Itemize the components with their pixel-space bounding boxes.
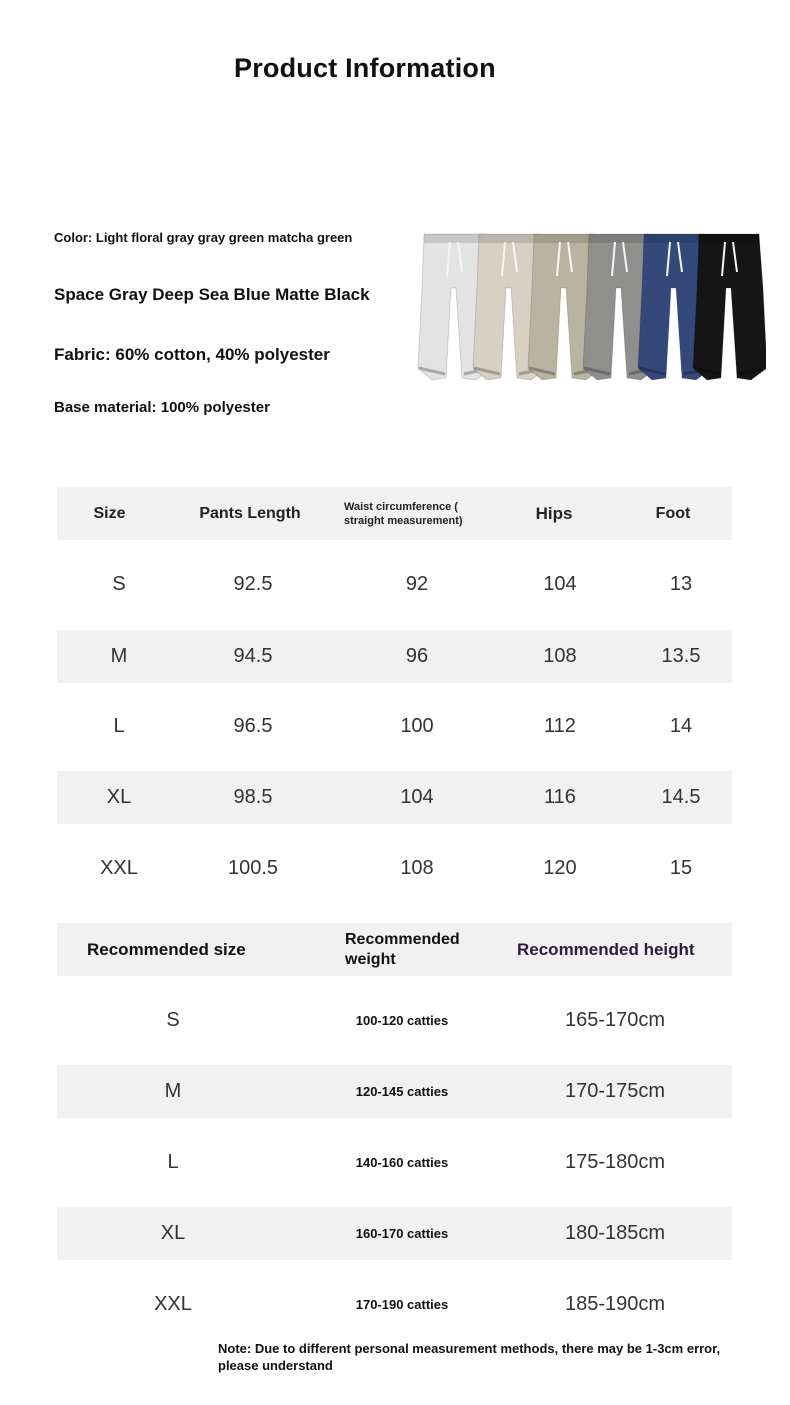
table-row [57,1278,732,1331]
cell-size: XL [106,786,132,808]
header-foot: Foot [655,504,691,522]
header-recommended-height: Recommended height [517,939,695,959]
cell-hips: 108 [543,645,577,667]
cell-hips: 120 [543,857,577,879]
waistband [424,234,484,243]
cell-height: 165-170cm [564,1009,666,1031]
cell-length: 98.5 [233,786,273,808]
cell-foot: 14.5 [661,786,701,808]
cell-size: S [166,1009,180,1031]
table-row [57,1065,732,1118]
base-material-info: Base material: 100% polyester [54,399,270,416]
cell-hips: 112 [544,715,576,737]
color-line: Color: Light floral gray gray green matcha green [54,230,353,245]
fabric-info: Fabric: 60% cotton, 40% polyester [54,345,330,364]
header-recommended-weight: Recommended weight [345,930,460,968]
cell-foot: 13 [669,573,693,595]
cell-weight: 100-120 catties [355,1013,449,1028]
cell-weight: 120-145 catties [355,1084,449,1099]
cell-waist: 100 [400,715,434,737]
cell-weight: 160-170 catties [355,1226,449,1241]
table-row [57,700,732,753]
cell-size: L [167,1151,179,1173]
table-row [57,1207,732,1260]
cell-weight: 170-190 catties [355,1297,449,1312]
cell-waist: 96 [405,645,429,667]
table-row [57,842,732,895]
cell-hips: 104 [543,573,577,595]
table-row [57,630,732,683]
cell-length: 92.5 [233,573,273,595]
cell-foot: 15 [669,857,693,879]
cell-waist: 108 [400,857,434,879]
cell-size: S [112,573,126,595]
pants-shape [693,234,766,380]
cell-waist: 92 [405,573,429,595]
page-title: Product Information [234,52,496,83]
table-row [57,1136,732,1189]
header-recommended-size: Recommended size [87,939,246,959]
waistband [534,234,594,243]
table-row [57,994,732,1047]
product-image-pants [414,228,766,386]
cell-length: 96.5 [233,715,273,737]
cell-size: XXL [100,857,138,879]
header-pants-length: Pants Length [199,504,301,522]
table-row [57,771,732,824]
size-table-header [57,487,732,540]
pants-item [693,234,766,380]
cell-weight: 140-160 catties [355,1155,449,1170]
measurement-note: Note: Due to different personal measurement methods, there may be 1-3cm error, please understand [218,1341,721,1373]
cell-size: XL [160,1222,186,1244]
header-waist: Waist circumference ( straight measurement) [344,500,463,527]
table-row [57,558,732,611]
cell-size: M [110,645,128,667]
waistband [479,234,539,243]
recommendation-table-header [57,923,732,976]
cell-length: 100.5 [227,857,279,879]
cell-height: 170-175cm [564,1080,666,1102]
cell-size: XXL [154,1293,192,1315]
cell-height: 185-190cm [564,1293,666,1315]
cell-length: 94.5 [233,645,273,667]
header-hips: Hips [535,503,573,523]
cell-foot: 13.5 [661,645,701,667]
header-size: Size [93,504,126,522]
cell-size: M [164,1080,182,1102]
waistband [589,234,649,243]
cell-height: 180-185cm [564,1222,666,1244]
color-line-2: Space Gray Deep Sea Blue Matte Black [54,285,370,304]
cell-foot: 14 [669,715,693,737]
cell-hips: 116 [544,786,576,808]
waistband [699,234,759,243]
waistband [644,234,704,243]
cell-size: L [113,715,125,737]
cell-waist: 104 [400,786,434,808]
cell-height: 175-180cm [564,1151,666,1173]
